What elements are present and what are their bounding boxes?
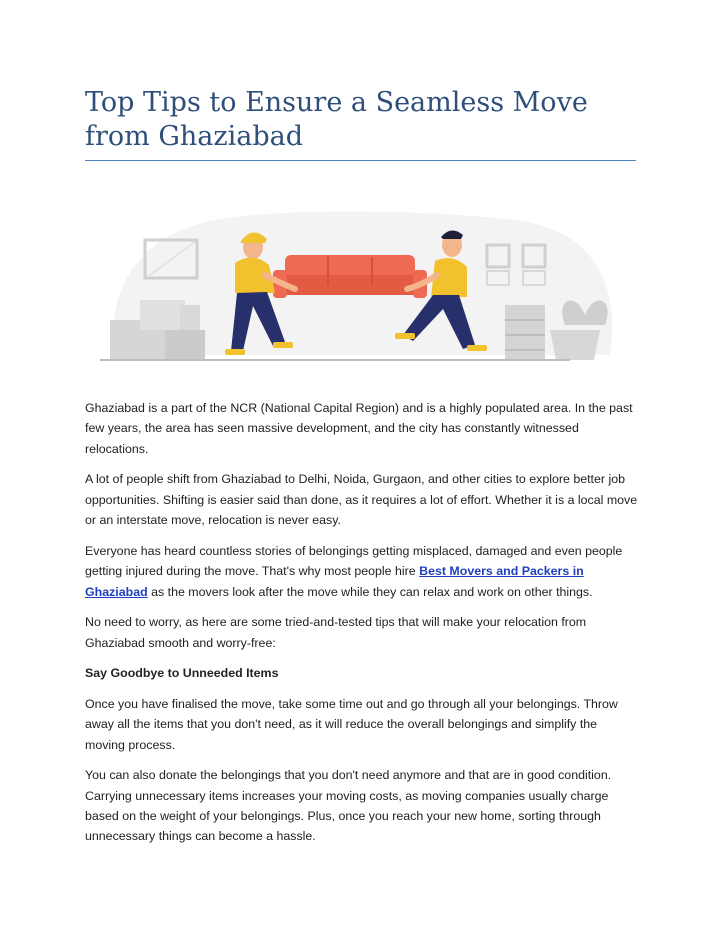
- paragraph-3-after: as the movers look after the move while they can relax and work on other things.: [147, 584, 593, 599]
- paragraph-1: Ghaziabad is a part of the NCR (National Capital Region) and is a highly populated area. In the past few years, the area has seen massive development, and the city has constantly witnessed relocations.: [85, 401, 633, 456]
- article-body: [85, 398, 640, 857]
- paragraph-2: A lot of people shift from Ghaziabad to Delhi, Noida, Gurgaon, and other cities to explore better job opportunities. Shifting is easier said than done, as it requires a lot of effort. Whether it is a local move or an interstate move, relocation is never easy.: [85, 472, 638, 528]
- section-paragraph-2: You can also donate the belongings that you don't need anymore and that are in good condition. Carrying unnecessary items increases your moving costs, as moving companies usually charge based on the weight of your belongings. Plus, once you reach your new home, sorting through unnecessary things can become a hassle.: [85, 768, 612, 844]
- title-line-1: Top Tips to Ensure a Seamless Move: [85, 87, 588, 118]
- paragraph-4: No need to worry, as here are some tried-and-tested tips that will make your relocation from Ghaziabad smooth and worry-free:: [85, 615, 587, 650]
- title-underline: [85, 160, 636, 161]
- section-paragraph-1: Once you have finalised the move, take some time out and go through all your belongings. Throw away all the items that you don't need, as it will reduce the overall belongings and simplify the moving process.: [85, 696, 618, 752]
- paragraph-3-before: Everyone has heard countless stories of belongings getting misplaced, damaged and even people getting injured during the move. That's why most people hire: [85, 543, 623, 579]
- section-heading: Say Goodbye to Unneeded Items: [85, 666, 279, 681]
- box-3: [165, 330, 205, 360]
- title-line-2: from Ghaziabad: [85, 121, 304, 152]
- box-2: [140, 300, 185, 330]
- page-title: [85, 86, 645, 154]
- movers-carrying-sofa-illustration: [95, 205, 635, 370]
- paragraph-3: [85, 541, 640, 602]
- dresser: [505, 305, 545, 360]
- movers-packers-link[interactable]: Best Movers and Packers in Ghaziabad: [85, 564, 584, 599]
